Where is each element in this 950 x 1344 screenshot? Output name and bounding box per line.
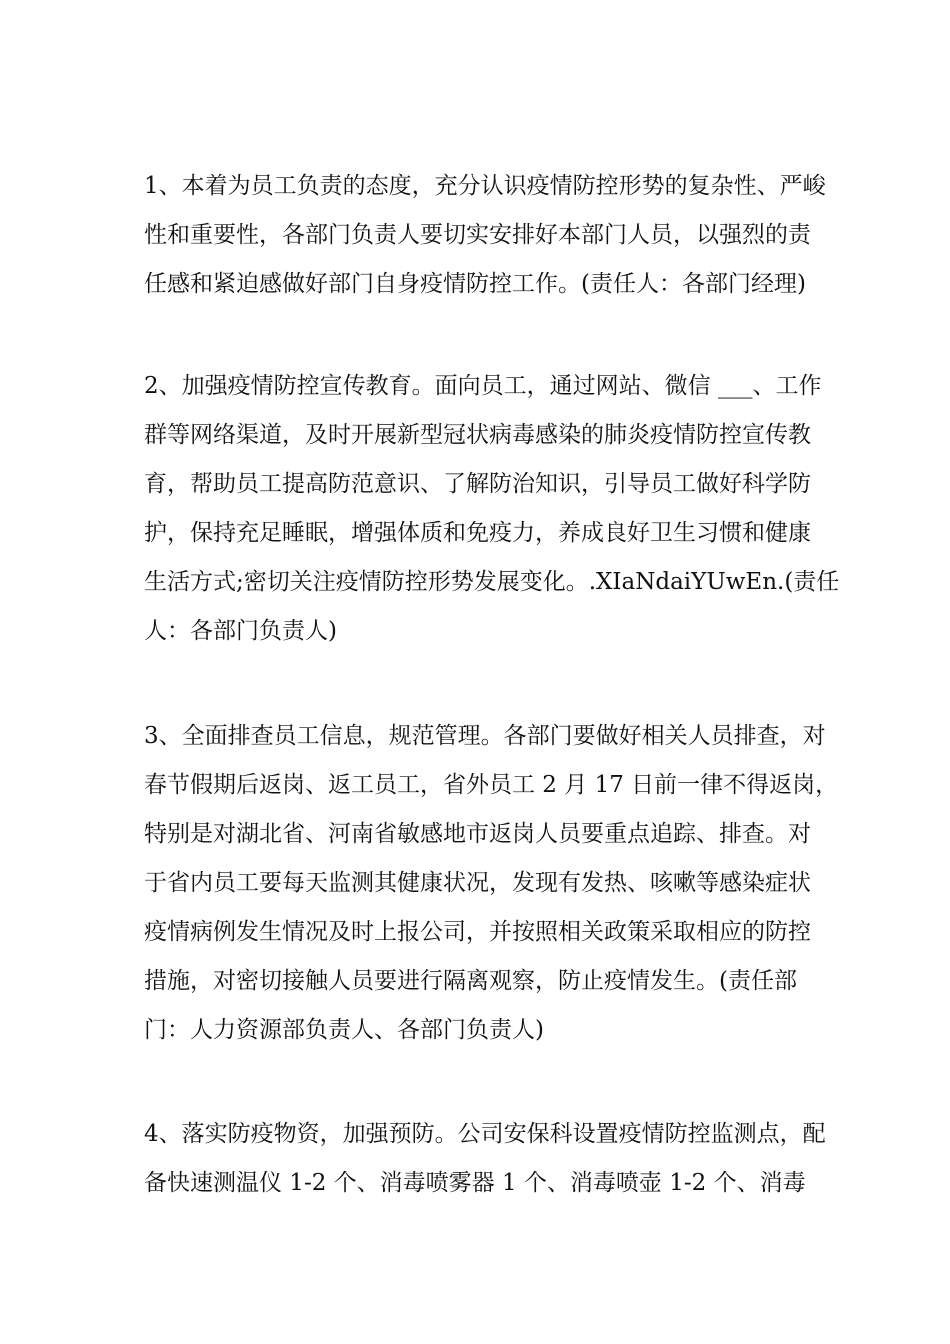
paragraph-line: 群等网络渠道，及时开展新型冠状病毒感染的肺炎疫情防控宣传教 [144, 422, 811, 448]
paragraph-line: 育，帮助员工提高防范意识、了解防治知识，引导员工做好科学防 [144, 471, 811, 497]
paragraph-line: 疫情病例发生情况及时上报公司，并按照相关政策采取相应的防控 [144, 919, 811, 945]
paragraph-line: 4、落实防疫物资，加强预防。公司安保科设置疫情防控监测点，配 [144, 1121, 826, 1147]
paragraph-2 [144, 362, 840, 656]
paragraph-line: 春节假期后返岗、返工员工，省外员工 2 月 17 日前一律不得返岗， [144, 772, 839, 798]
paragraph-line: 于省内员工要每天监测其健康状况，发现有发热、咳嗽等感染症状 [144, 870, 811, 896]
paragraph-line: 备快速测温仪 1-2 个、消毒喷雾器 1 个、消毒喷壶 1-2 个、消毒 [144, 1170, 806, 1196]
paragraph-4 [144, 1110, 826, 1208]
paragraph-3 [144, 712, 839, 1055]
paragraph-line: 人：各部门负责人) [144, 618, 337, 644]
paragraph-line: 2、加强疫情防控宣传教育。面向员工，通过网站、微信 ___、工作 [144, 373, 822, 399]
paragraph-line: 任感和紧迫感做好部门自身疫情防控工作。(责任人：各部门经理) [144, 271, 806, 297]
paragraph-line: 特别是对湖北省、河南省敏感地市返岗人员要重点追踪、排查。对 [144, 821, 811, 847]
paragraph-1 [144, 162, 826, 309]
paragraph-line: 1、本着为员工负责的态度，充分认识疫情防控形势的复杂性、严峻 [144, 173, 826, 199]
paragraph-line: 护，保持充足睡眠，增强体质和免疫力，养成良好卫生习惯和健康 [144, 520, 811, 546]
paragraph-line: 生活方式;密切关注疫情防控形势发展变化。.XIaNdaiYUwEn.(责任 [144, 569, 840, 595]
paragraph-line: 门：人力资源部负责人、各部门负责人) [144, 1017, 544, 1043]
paragraph-line: 3、全面排查员工信息，规范管理。各部门要做好相关人员排查，对 [144, 723, 826, 749]
paragraph-line: 措施，对密切接触人员要进行隔离观察，防止疫情发生。(责任部 [144, 968, 797, 994]
paragraph-line: 性和重要性，各部门负责人要切实安排好本部门人员，以强烈的责 [144, 222, 811, 248]
